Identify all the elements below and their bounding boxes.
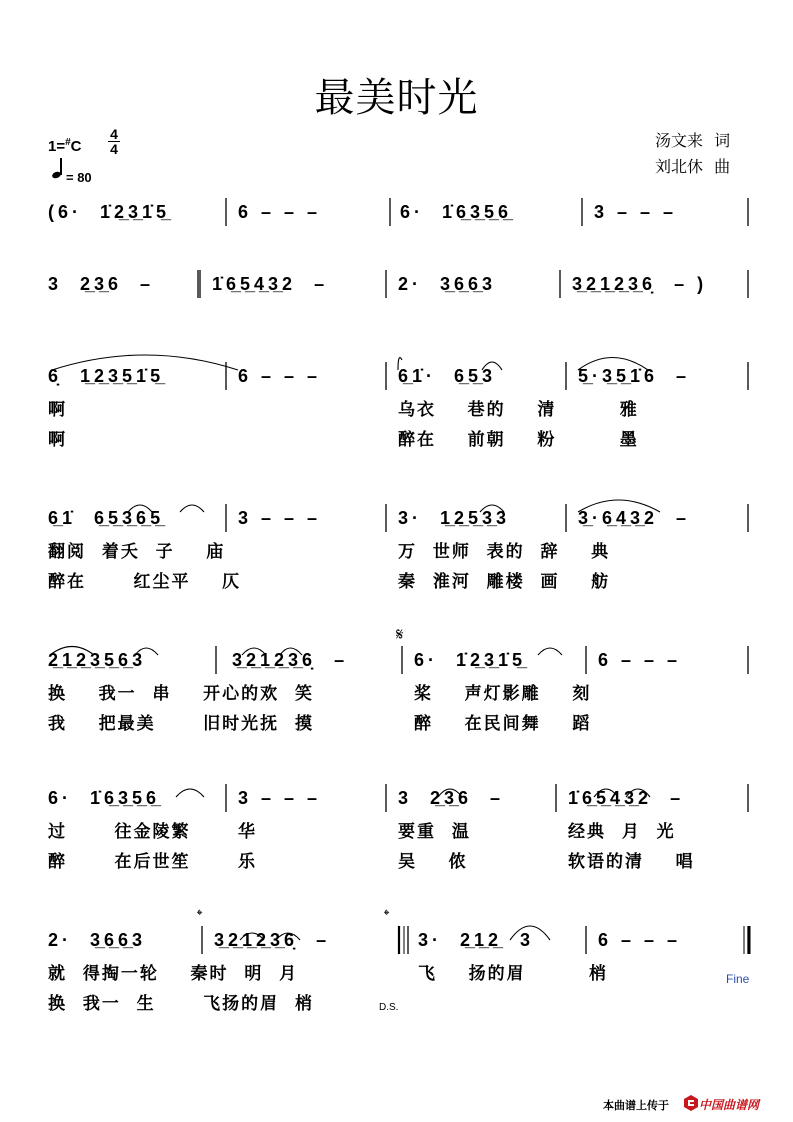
measure-notes: 6 – – – (598, 650, 682, 670)
measure-notes: 6̲1̇· 6̲5̲3 (398, 366, 497, 386)
measure-notes: 3· 2̲1̲2̲ 3 (418, 930, 535, 950)
tempo-marking: = 80 (66, 170, 92, 185)
measure-notes: 3̲2̲1̲2̲3̲6̣ – (232, 650, 349, 670)
lyric-verse1: 经典 月 光 (568, 822, 676, 842)
lyric-verse1: 啊 (48, 400, 67, 420)
measure-notes: 6 – – – (238, 202, 322, 222)
lyric-verse2: 换 我一 生 飞扬的眉 梢 (48, 994, 315, 1014)
lyric-verse1: 乌衣 巷的 清 雅 (398, 400, 639, 420)
measure-notes: 3 – – – (238, 508, 322, 528)
measure-notes: 6̲1̇ 6̲5̲3̲6̲5̲ (48, 508, 165, 528)
measure-notes: 6· 1̇6̲3̲5̲6̲ (400, 202, 513, 222)
lyric-verse2: 醉在 红尘平 仄 (48, 572, 242, 592)
fine-marking: Fine (726, 972, 750, 986)
time-signature-top: 4 (110, 126, 118, 142)
song-title: 最美时光 (314, 75, 479, 121)
measure-notes: 3 2̲3̲6 – (48, 274, 155, 294)
coda-sign-2: 𝄌 (384, 907, 390, 924)
key-letter: C (70, 138, 82, 155)
lyric-verse2: 吴 侬 (398, 852, 468, 872)
measure-notes: 3̲·6̲4̲3̲2 – (578, 508, 691, 528)
segno-sign: 𝄋 (396, 625, 404, 644)
lyric-verse1: 要重 温 (398, 822, 471, 842)
measure-notes: 3 2̲3̲6 – (398, 788, 505, 808)
lyric-verse1: 万 世师 表的 辞 典 (398, 542, 611, 562)
measure-notes: 3̲2̲1̲2̲3̲6̣ – ) (572, 274, 708, 294)
coda-sign-1: 𝄌 (197, 907, 203, 924)
measure-notes: 3· 1̲2̲5̲3̲3 (398, 508, 511, 528)
lyric-verse1: 过 往金陵繁 华 (48, 822, 258, 842)
time-signature-bottom: 4 (110, 141, 118, 157)
lyric-verse2: 秦 淮河 雕楼 画 舫 (398, 572, 611, 592)
measure-notes: 6̣ 1̲2̲3̲5̲1̇5̲ (48, 366, 165, 386)
measure-notes: 3̲2̲1̲2̲3̲6̣ – (214, 930, 331, 950)
lyricist-role: 词 (714, 131, 731, 150)
lyric-verse2: 醉 在民间舞 蹈 (414, 714, 592, 734)
key-prefix: 1= (48, 138, 66, 155)
composer-name: 刘北休 (655, 157, 704, 176)
measure-notes: 2̲1̲2̲3̲5̲6̲3 (48, 650, 147, 670)
lyricist-name: 汤文来 (655, 131, 704, 150)
lyric-verse2: 我 把最美 旧时光抚 摸 (48, 714, 315, 734)
lyric-verse1: 翻阅 着夭 子 庙 (48, 542, 226, 562)
key-sharp: # (65, 137, 71, 148)
measure-notes: 2· 3̲6̲6̲3 (48, 930, 147, 950)
composer-role: 曲 (714, 157, 731, 176)
measure-notes: 3 – – – (238, 788, 322, 808)
lyric-verse2: 啊 (48, 430, 67, 450)
measure-notes: 6· 1̇2̲3̲1̇5̲ (414, 650, 527, 670)
lyric-verse1: 换 我一 串 开心的欢 笑 (48, 684, 315, 704)
measure-notes: 6 – – – (238, 366, 322, 386)
lyric-verse2: 醉在 前朝 粉 墨 (398, 430, 639, 450)
lyric-verse2: 醉 在后世笙 乐 (48, 852, 258, 872)
lyric-verse1: 就 得掏一轮 秦时 明 月 (48, 964, 299, 984)
measure-notes: 2· 3̲6̲6̲3 (398, 274, 497, 294)
measure-notes: 1̇6̲5̲4̲3̲2 – (212, 274, 329, 294)
site-name[interactable]: 中国曲谱网 (699, 1098, 760, 1112)
measure-notes: 6· 1̇6̲3̲5̲6̲ (48, 788, 161, 808)
logo-mark-icon (683, 1094, 699, 1112)
measure-notes: 5̲·3̲5̲1̇6 – (578, 366, 691, 386)
ds-marking: D.S. (379, 1002, 399, 1013)
measure-notes: 1̇6̲5̲4̲3̲2 – (568, 788, 685, 808)
lyric-verse1: 桨 声灯影雕 刻 (414, 684, 592, 704)
measure-notes: (6· 1̇2̲3̲1̇5̲ (48, 202, 171, 222)
lyric-verse2: 软语的清 唱 (568, 852, 695, 872)
measure-notes: 6 – – – (598, 930, 682, 950)
footer-upload-text: 本曲谱上传于 (603, 1099, 669, 1112)
lyric-verse1: 飞 扬的眉 梢 (418, 964, 609, 984)
measure-notes: 3 – – – (594, 202, 678, 222)
